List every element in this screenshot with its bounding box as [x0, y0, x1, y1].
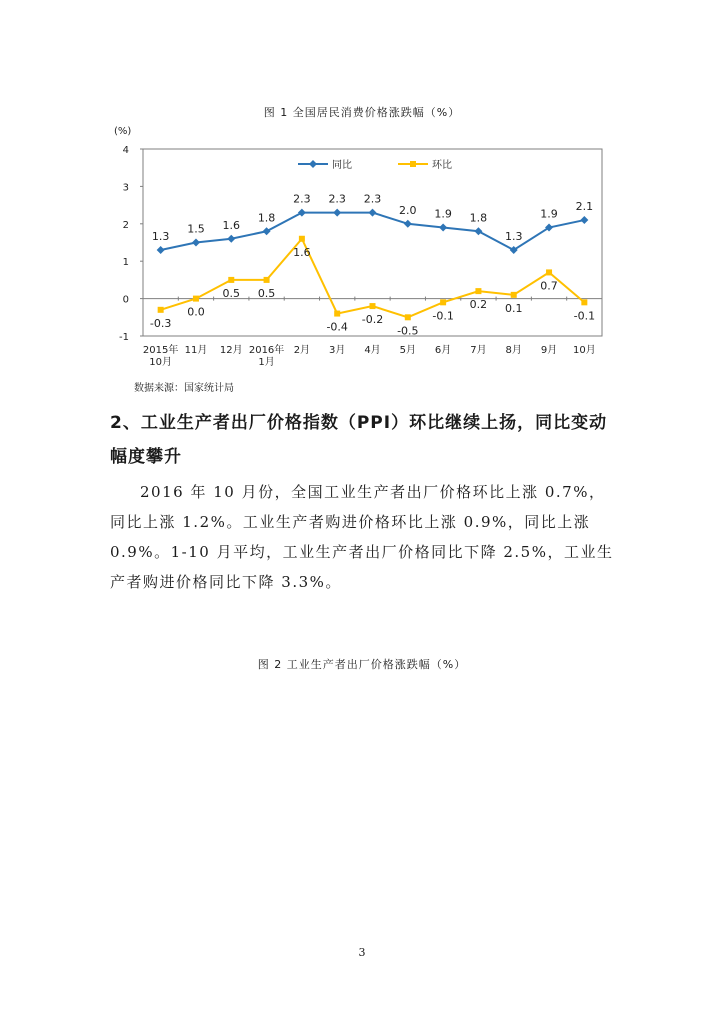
data-point-mom	[370, 303, 376, 309]
data-point-mom	[334, 311, 340, 317]
data-label: 2.1	[575, 200, 594, 214]
cpi-line-chart	[112, 124, 612, 374]
data-label: 1.9	[434, 207, 452, 221]
y-tick-label: -1	[119, 332, 129, 343]
data-point-yoy	[439, 224, 447, 232]
x-tick-label: 2015年	[142, 345, 179, 356]
data-label: -0.5	[397, 324, 419, 338]
data-label: 1.8	[469, 211, 488, 225]
data-point-mom	[193, 296, 199, 302]
data-label: 1.3	[504, 229, 523, 243]
x-tick-label: 12月	[219, 345, 243, 356]
data-label: 2.0	[399, 203, 417, 217]
data-point-yoy	[474, 227, 482, 235]
data-label: 0.0	[187, 305, 205, 319]
data-label: -0.1	[573, 309, 596, 323]
chart-svg	[112, 124, 612, 374]
data-label: -0.4	[326, 320, 348, 334]
data-point-yoy	[192, 239, 200, 247]
data-point-yoy	[263, 227, 271, 235]
data-label: 1.8	[257, 211, 276, 225]
data-point-mom	[581, 299, 587, 305]
section-heading-line1: 2、工业生产者出厂价格指数（PPI）环比继续上扬，同比变动	[110, 413, 608, 433]
y-axis-unit-label: (%)	[114, 126, 132, 137]
legend-marker	[309, 160, 317, 168]
data-label: 1.3	[151, 229, 170, 243]
data-point-yoy	[369, 209, 377, 217]
x-tick-label: 2月	[293, 345, 311, 356]
x-tick-label: 11月	[184, 345, 208, 356]
y-tick-label: 3	[122, 182, 129, 194]
source-note: 数据来源：国家统计局	[134, 383, 234, 394]
data-label: 1.6	[222, 218, 241, 232]
data-label: 1.9	[540, 207, 558, 221]
data-label: 1.5	[187, 222, 205, 236]
data-point-mom	[228, 277, 234, 283]
data-label: -0.2	[361, 313, 384, 327]
page-number: 3	[358, 946, 366, 959]
section-heading-line2: 幅度攀升	[110, 447, 182, 467]
figure2-caption: 图 2 工业生产者出厂价格涨跌幅（%）	[257, 658, 467, 671]
section-heading	[110, 406, 620, 474]
body-paragraph: 2016 年 10 月份，全国工业生产者出厂价格环比上涨 0.7%，同比上涨 1.2%。工业生产者购进价格环比上涨 0.9%，同比上涨 0.9%。1-10 月平均，工业生产者出厂价格同比下降 2.5%，工业生产者购进价格同比下降 3.3%。	[110, 483, 614, 591]
data-point-mom	[264, 277, 270, 283]
data-point-yoy	[580, 216, 588, 224]
y-tick-label: 4	[122, 145, 129, 156]
legend-marker	[410, 161, 416, 167]
data-label: 2.3	[293, 192, 311, 206]
x-tick-label: 1月	[258, 357, 275, 368]
data-point-mom	[511, 292, 517, 298]
data-label: 0.7	[540, 279, 558, 293]
data-label: 2.3	[363, 192, 382, 206]
data-label: 2.3	[328, 192, 346, 206]
data-point-mom	[475, 288, 481, 294]
x-tick-label: 9月	[540, 345, 558, 356]
x-tick-label: 6月	[434, 345, 452, 356]
x-tick-label: 5月	[399, 345, 416, 356]
data-label: 0.5	[257, 286, 276, 300]
legend-label: 环比	[432, 160, 452, 171]
x-tick-label: 8月	[505, 345, 522, 356]
data-point-mom	[440, 299, 446, 305]
x-tick-label: 2016年	[248, 345, 285, 356]
data-label: -0.3	[149, 316, 172, 330]
x-tick-label: 10月	[149, 357, 173, 368]
data-point-mom	[405, 314, 411, 320]
data-label: 0.1	[504, 301, 523, 315]
x-tick-label: 7月	[470, 345, 487, 356]
data-point-mom	[299, 236, 305, 242]
data-point-yoy	[298, 209, 306, 217]
data-point-yoy	[157, 246, 165, 254]
data-label: 1.6	[293, 245, 311, 259]
y-tick-label: 1	[122, 257, 129, 269]
data-label: 0.2	[469, 298, 488, 312]
data-label: -0.1	[432, 309, 454, 323]
figure1-caption: 图 1 全国居民消费价格涨跌幅（%）	[263, 106, 461, 119]
data-point-mom	[158, 307, 164, 313]
data-point-yoy	[404, 220, 412, 228]
data-label: 0.5	[222, 286, 241, 300]
x-tick-label: 4月	[364, 345, 381, 356]
data-point-mom	[546, 269, 552, 275]
x-tick-label: 3月	[329, 345, 346, 356]
data-point-yoy	[227, 235, 235, 243]
x-tick-label: 10月	[572, 345, 596, 356]
data-point-yoy	[333, 209, 341, 217]
legend-label: 同比	[332, 160, 352, 171]
y-tick-label: 0	[122, 294, 129, 306]
y-tick-label: 2	[122, 219, 129, 231]
